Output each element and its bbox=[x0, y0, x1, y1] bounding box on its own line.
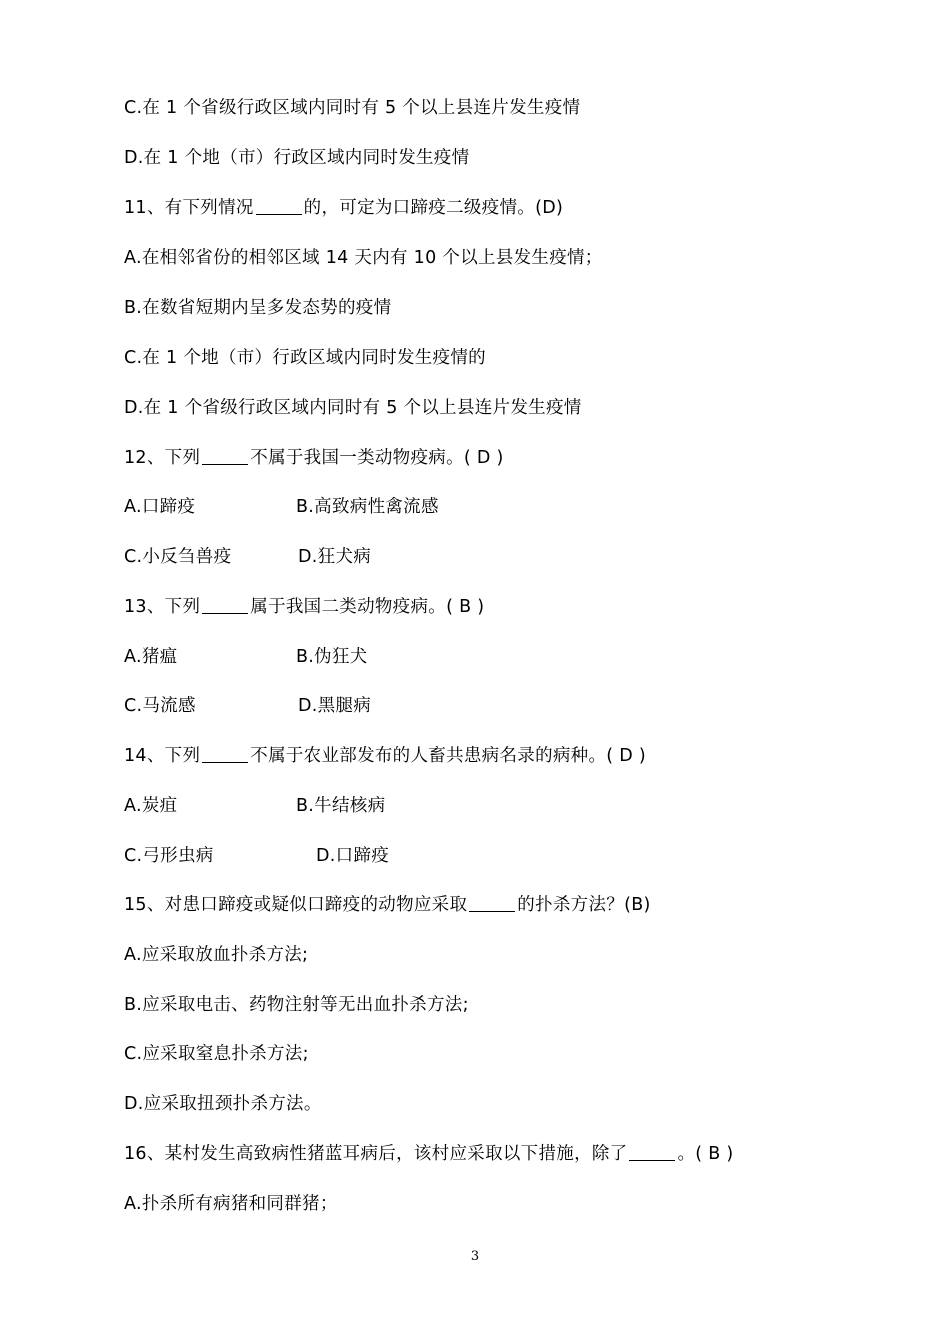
option-line: A.扑杀所有病猪和同群猪； bbox=[124, 1194, 338, 1214]
option-row bbox=[124, 545, 372, 569]
option-d: D.口蹄疫 bbox=[316, 846, 390, 866]
option-a: A.炭疽 bbox=[124, 796, 178, 816]
question-13 bbox=[124, 595, 484, 619]
option-b: B.高致病性禽流感 bbox=[296, 497, 439, 517]
option-d: D.黑腿病 bbox=[298, 696, 372, 716]
question-text: 的扑杀方法？(B) bbox=[517, 895, 651, 915]
answer-blank bbox=[256, 196, 302, 215]
option-b: B.牛结核病 bbox=[296, 796, 386, 816]
page-number: 3 bbox=[470, 1249, 480, 1264]
answer-blank bbox=[202, 744, 248, 763]
question-text: 属于我国二类动物疫病。( B ) bbox=[250, 597, 485, 617]
question-text: 13、下列 bbox=[124, 597, 201, 617]
question-text: 。( B ) bbox=[677, 1144, 734, 1164]
option-row bbox=[124, 495, 439, 519]
question-text: 11、有下列情况 bbox=[124, 198, 254, 218]
option-d: D.狂犬病 bbox=[298, 547, 372, 567]
question-14 bbox=[124, 744, 646, 768]
option-c: C.小反刍兽疫 bbox=[124, 547, 232, 567]
option-line: D.在 1 个省级行政区域内同时有 5 个以上县连片发生疫情 bbox=[124, 398, 582, 418]
option-line: B.在数省短期内呈多发态势的疫情 bbox=[124, 298, 392, 318]
question-text: 12、下列 bbox=[124, 448, 201, 468]
answer-blank bbox=[469, 893, 515, 912]
option-row bbox=[124, 844, 390, 868]
option-line: C.在 1 个地（市）行政区域内同时发生疫情的 bbox=[124, 348, 486, 368]
answer-blank bbox=[202, 595, 248, 614]
option-a: A.猪瘟 bbox=[124, 647, 178, 667]
option-b: B.伪狂犬 bbox=[296, 647, 368, 667]
option-line: D.应采取扭颈扑杀方法。 bbox=[124, 1094, 322, 1114]
question-text: 15、对患口蹄疫或疑似口蹄疫的动物应采取 bbox=[124, 895, 468, 915]
option-row bbox=[124, 794, 386, 818]
question-text: 16、某村发生高致病性猪蓝耳病后，该村应采取以下措施，除了 bbox=[124, 1144, 628, 1164]
option-row bbox=[124, 694, 372, 718]
option-row bbox=[124, 645, 368, 669]
question-text: 不属于我国一类动物疫病。( D ) bbox=[250, 448, 504, 468]
option-c: C.马流感 bbox=[124, 696, 196, 716]
answer-blank bbox=[629, 1142, 675, 1161]
question-text: 的，可定为口蹄疫二级疫情。(D) bbox=[303, 198, 564, 218]
question-15 bbox=[124, 893, 651, 917]
option-line: C.应采取窒息扑杀方法; bbox=[124, 1044, 309, 1064]
question-text: 14、下列 bbox=[124, 746, 201, 766]
option-line: A.在相邻省份的相邻区域 14 天内有 10 个以上县发生疫情； bbox=[124, 248, 603, 268]
option-line: C.在 1 个省级行政区域内同时有 5 个以上县连片发生疫情 bbox=[124, 98, 581, 118]
option-line: A.应采取放血扑杀方法; bbox=[124, 945, 309, 965]
option-line: D.在 1 个地（市）行政区域内同时发生疫情 bbox=[124, 148, 470, 168]
question-11 bbox=[124, 196, 563, 220]
question-text: 不属于农业部发布的人畜共患病名录的病种。( D ) bbox=[250, 746, 647, 766]
question-12 bbox=[124, 446, 504, 470]
option-line: B.应采取电击、药物注射等无出血扑杀方法; bbox=[124, 995, 469, 1015]
option-c: C.弓形虫病 bbox=[124, 846, 214, 866]
answer-blank bbox=[202, 446, 248, 465]
question-16 bbox=[124, 1142, 734, 1166]
option-a: A.口蹄疫 bbox=[124, 497, 196, 517]
